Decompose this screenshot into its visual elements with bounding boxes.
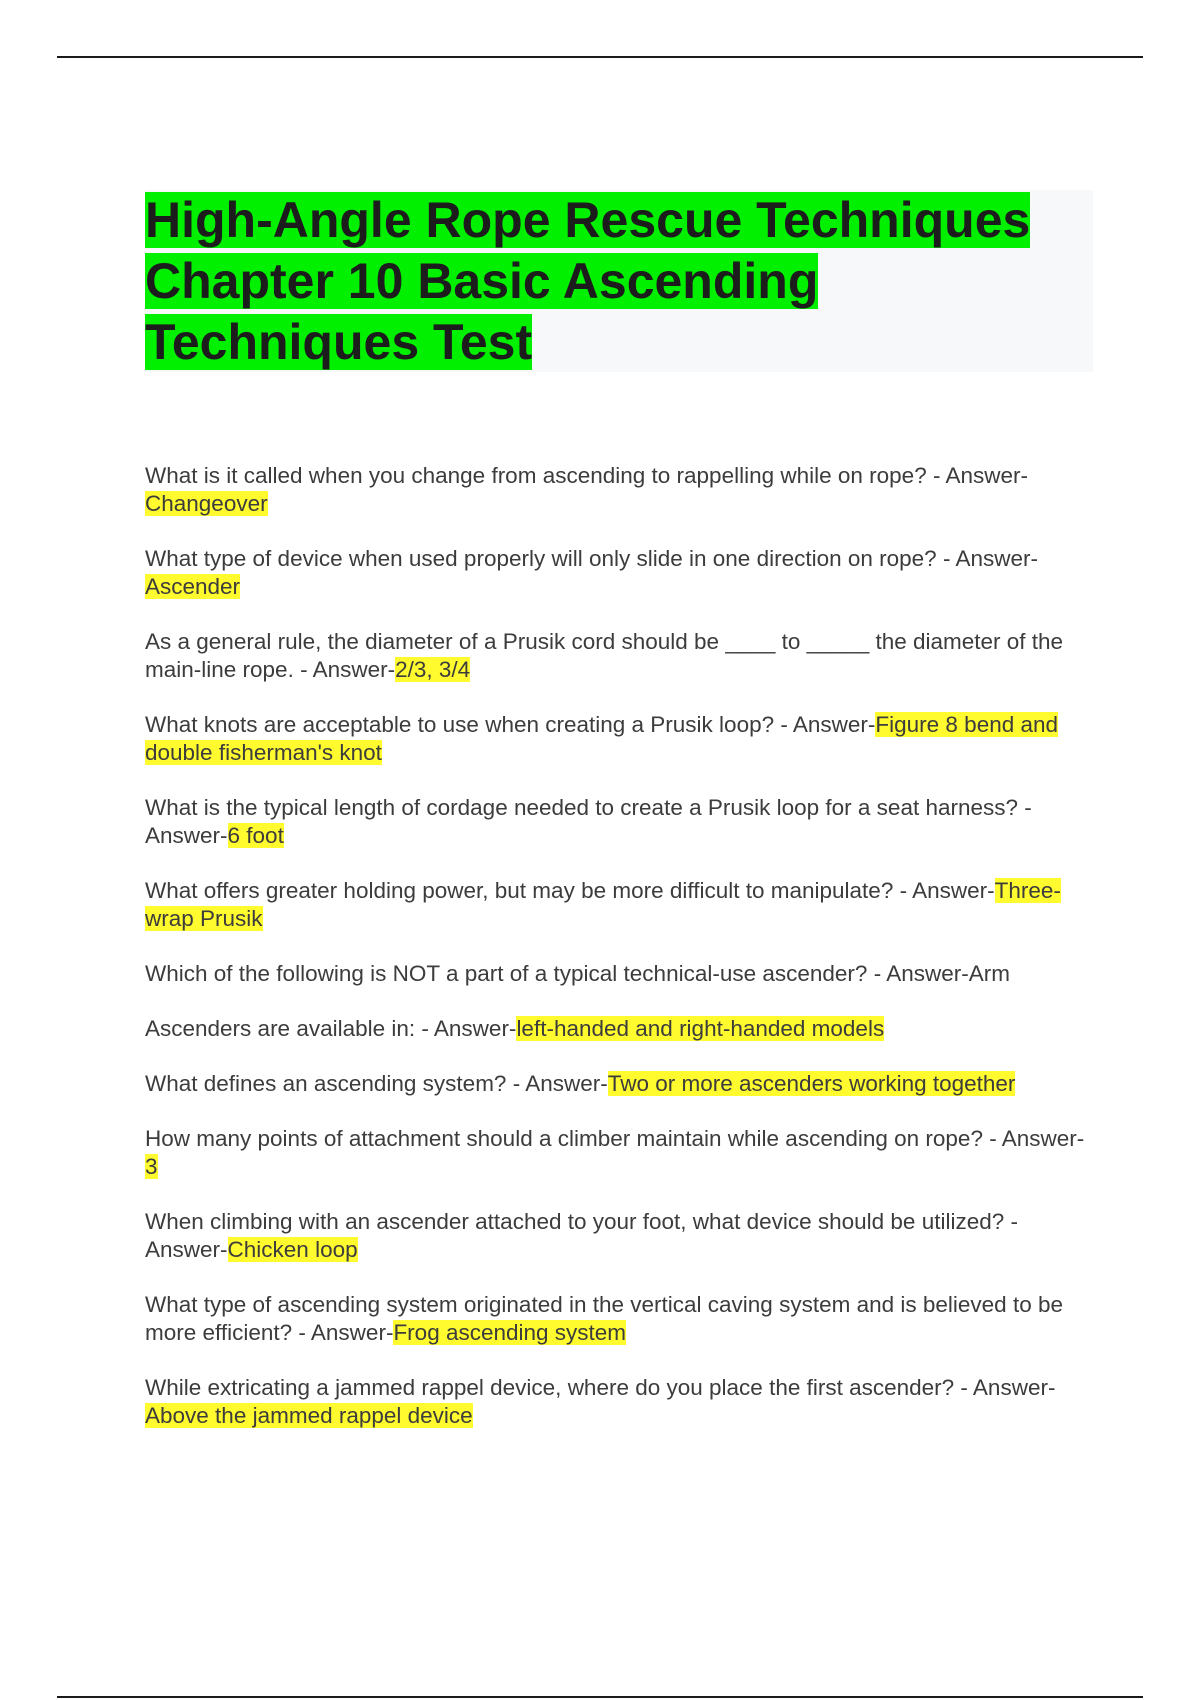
qa-item (145, 462, 1090, 518)
qa-item (145, 1070, 1090, 1098)
qa-item (145, 877, 1090, 933)
question-text: What is it called when you change from ascending to rappelling while on rope? - Answer- (145, 463, 1028, 488)
answer-highlight: 6 foot (227, 823, 284, 848)
answer-highlight: Changeover (145, 491, 268, 516)
title-line-3: Techniques Test (145, 314, 533, 370)
answer-highlight: Frog ascending system (393, 1320, 627, 1345)
question-text: What offers greater holding power, but may be more difficult to manipulate? - Answer- (145, 878, 995, 903)
question-text: Ascenders are available in: - Answer- (145, 1016, 517, 1041)
question-text: What is the typical length of cordage needed to create a Prusik loop for a seat harness? - Answer- (145, 795, 1032, 848)
title-line-2: Chapter 10 Basic Ascending (145, 253, 819, 309)
question-text: What defines an ascending system? - Answer- (145, 1071, 608, 1096)
question-text: Which of the following is NOT a part of a typical technical-use ascender? - Answer-Arm (145, 961, 1010, 986)
answer-highlight: Three-wrap Prusik (145, 878, 1061, 931)
answer-highlight: Ascender (145, 574, 241, 599)
answer-highlight: Above the jammed rappel device (145, 1403, 473, 1428)
qa-item (145, 1125, 1090, 1181)
top-rule (57, 56, 1143, 58)
qa-item (145, 711, 1090, 767)
qa-item (145, 1291, 1090, 1347)
bottom-rule (57, 1696, 1143, 1698)
question-text: What type of ascending system originated in the vertical caving system and is believed to be more efficient? - Answer- (145, 1292, 1063, 1345)
title-block (145, 190, 1093, 372)
qa-item (145, 1208, 1090, 1264)
question-text: What type of device when used properly will only slide in one direction on rope? - Answer- (145, 546, 1038, 571)
qa-item (145, 1374, 1090, 1430)
question-text: How many points of attachment should a climber maintain while ascending on rope? - Answer- (145, 1126, 1085, 1151)
answer-highlight: Figure 8 bend and double fisherman's knot (145, 712, 1059, 765)
answer-highlight: 2/3, 3/4 (395, 657, 471, 682)
question-text: While extricating a jammed rappel device, where do you place the first ascender? - Answer- (145, 1375, 1056, 1400)
question-text: As a general rule, the diameter of a Prusik cord should be ____ to _____ the diameter of the main-line rope. - Answer- (145, 629, 1064, 682)
answer-highlight: 3 (145, 1154, 158, 1179)
qa-item (145, 1015, 1090, 1043)
answer-highlight: Chicken loop (227, 1237, 358, 1262)
qa-item (145, 960, 1090, 988)
question-text: When climbing with an ascender attached to your foot, what device should be utilized? - Answer- (145, 1209, 1018, 1262)
qa-list (145, 462, 1090, 1457)
qa-item (145, 794, 1090, 850)
qa-item (145, 628, 1090, 684)
question-text: What knots are acceptable to use when creating a Prusik loop? - Answer- (145, 712, 876, 737)
document-title (145, 190, 1093, 373)
qa-item (145, 545, 1090, 601)
answer-highlight: left-handed and right-handed models (516, 1016, 885, 1041)
answer-highlight: Two or more ascenders working together (607, 1071, 1016, 1096)
title-line-1: High-Angle Rope Rescue Techniques (145, 192, 1031, 248)
